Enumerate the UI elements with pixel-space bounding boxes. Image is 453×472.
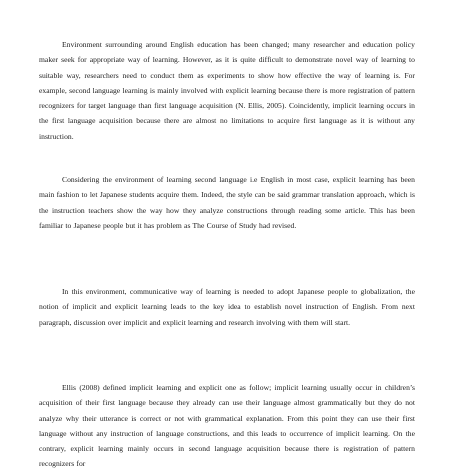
paragraph-1: Environment surrounding around English education has been changed; many researcher and education policy maker seek for appropriate way of learning. However, as it is quite difficult to demonstrate novel way of learning to suitable way, researchers need to conduct them as experiments to show how effective the way of learning is. For example, second language learning is mainly involved with explicit learning because there is more registration of pattern recognizers for target language than first language acquisition (N. Ellis, 2005). Coincidently, implicit learning occurs in the first language acquisition because there are almost no limitations to acquire first language as it is without any instruction. [39, 40, 415, 141]
paragraph-4: Ellis (2008) defined implicit learning and explicit one as follow; implicit learning usually occur in children’s acquisition of their first language because they already can use their language almost grammatically but they do not analyze why their utterance is correct or not with grammatical explanation. From this point they can use their first language without any instruction of language constructions, and this leads to occurrence of implicit learning. On the contrary, explicit learning mainly occurs in second language acquisition because there is registration of pattern recognizers for [39, 383, 415, 469]
paragraph-2: Considering the environment of learning second language i.e English in most case, explicit learning has been main fashion to let Japanese students acquire them. Indeed, the style can be said grammar translation approach, which is the instruction teachers show the way how they analyze constructions through reading some article. This has been familiar to Japanese people but it has problem as The Course of Study had revised. [39, 175, 415, 230]
paragraph-3: In this environment, communicative way of learning is needed to adopt Japanese people to globalization, the notion of implicit and explicit learning leads to the key idea to establish novel instruction of English. From next paragraph, discussion over implicit and explicit learning and research involving with them will start. [39, 287, 415, 327]
